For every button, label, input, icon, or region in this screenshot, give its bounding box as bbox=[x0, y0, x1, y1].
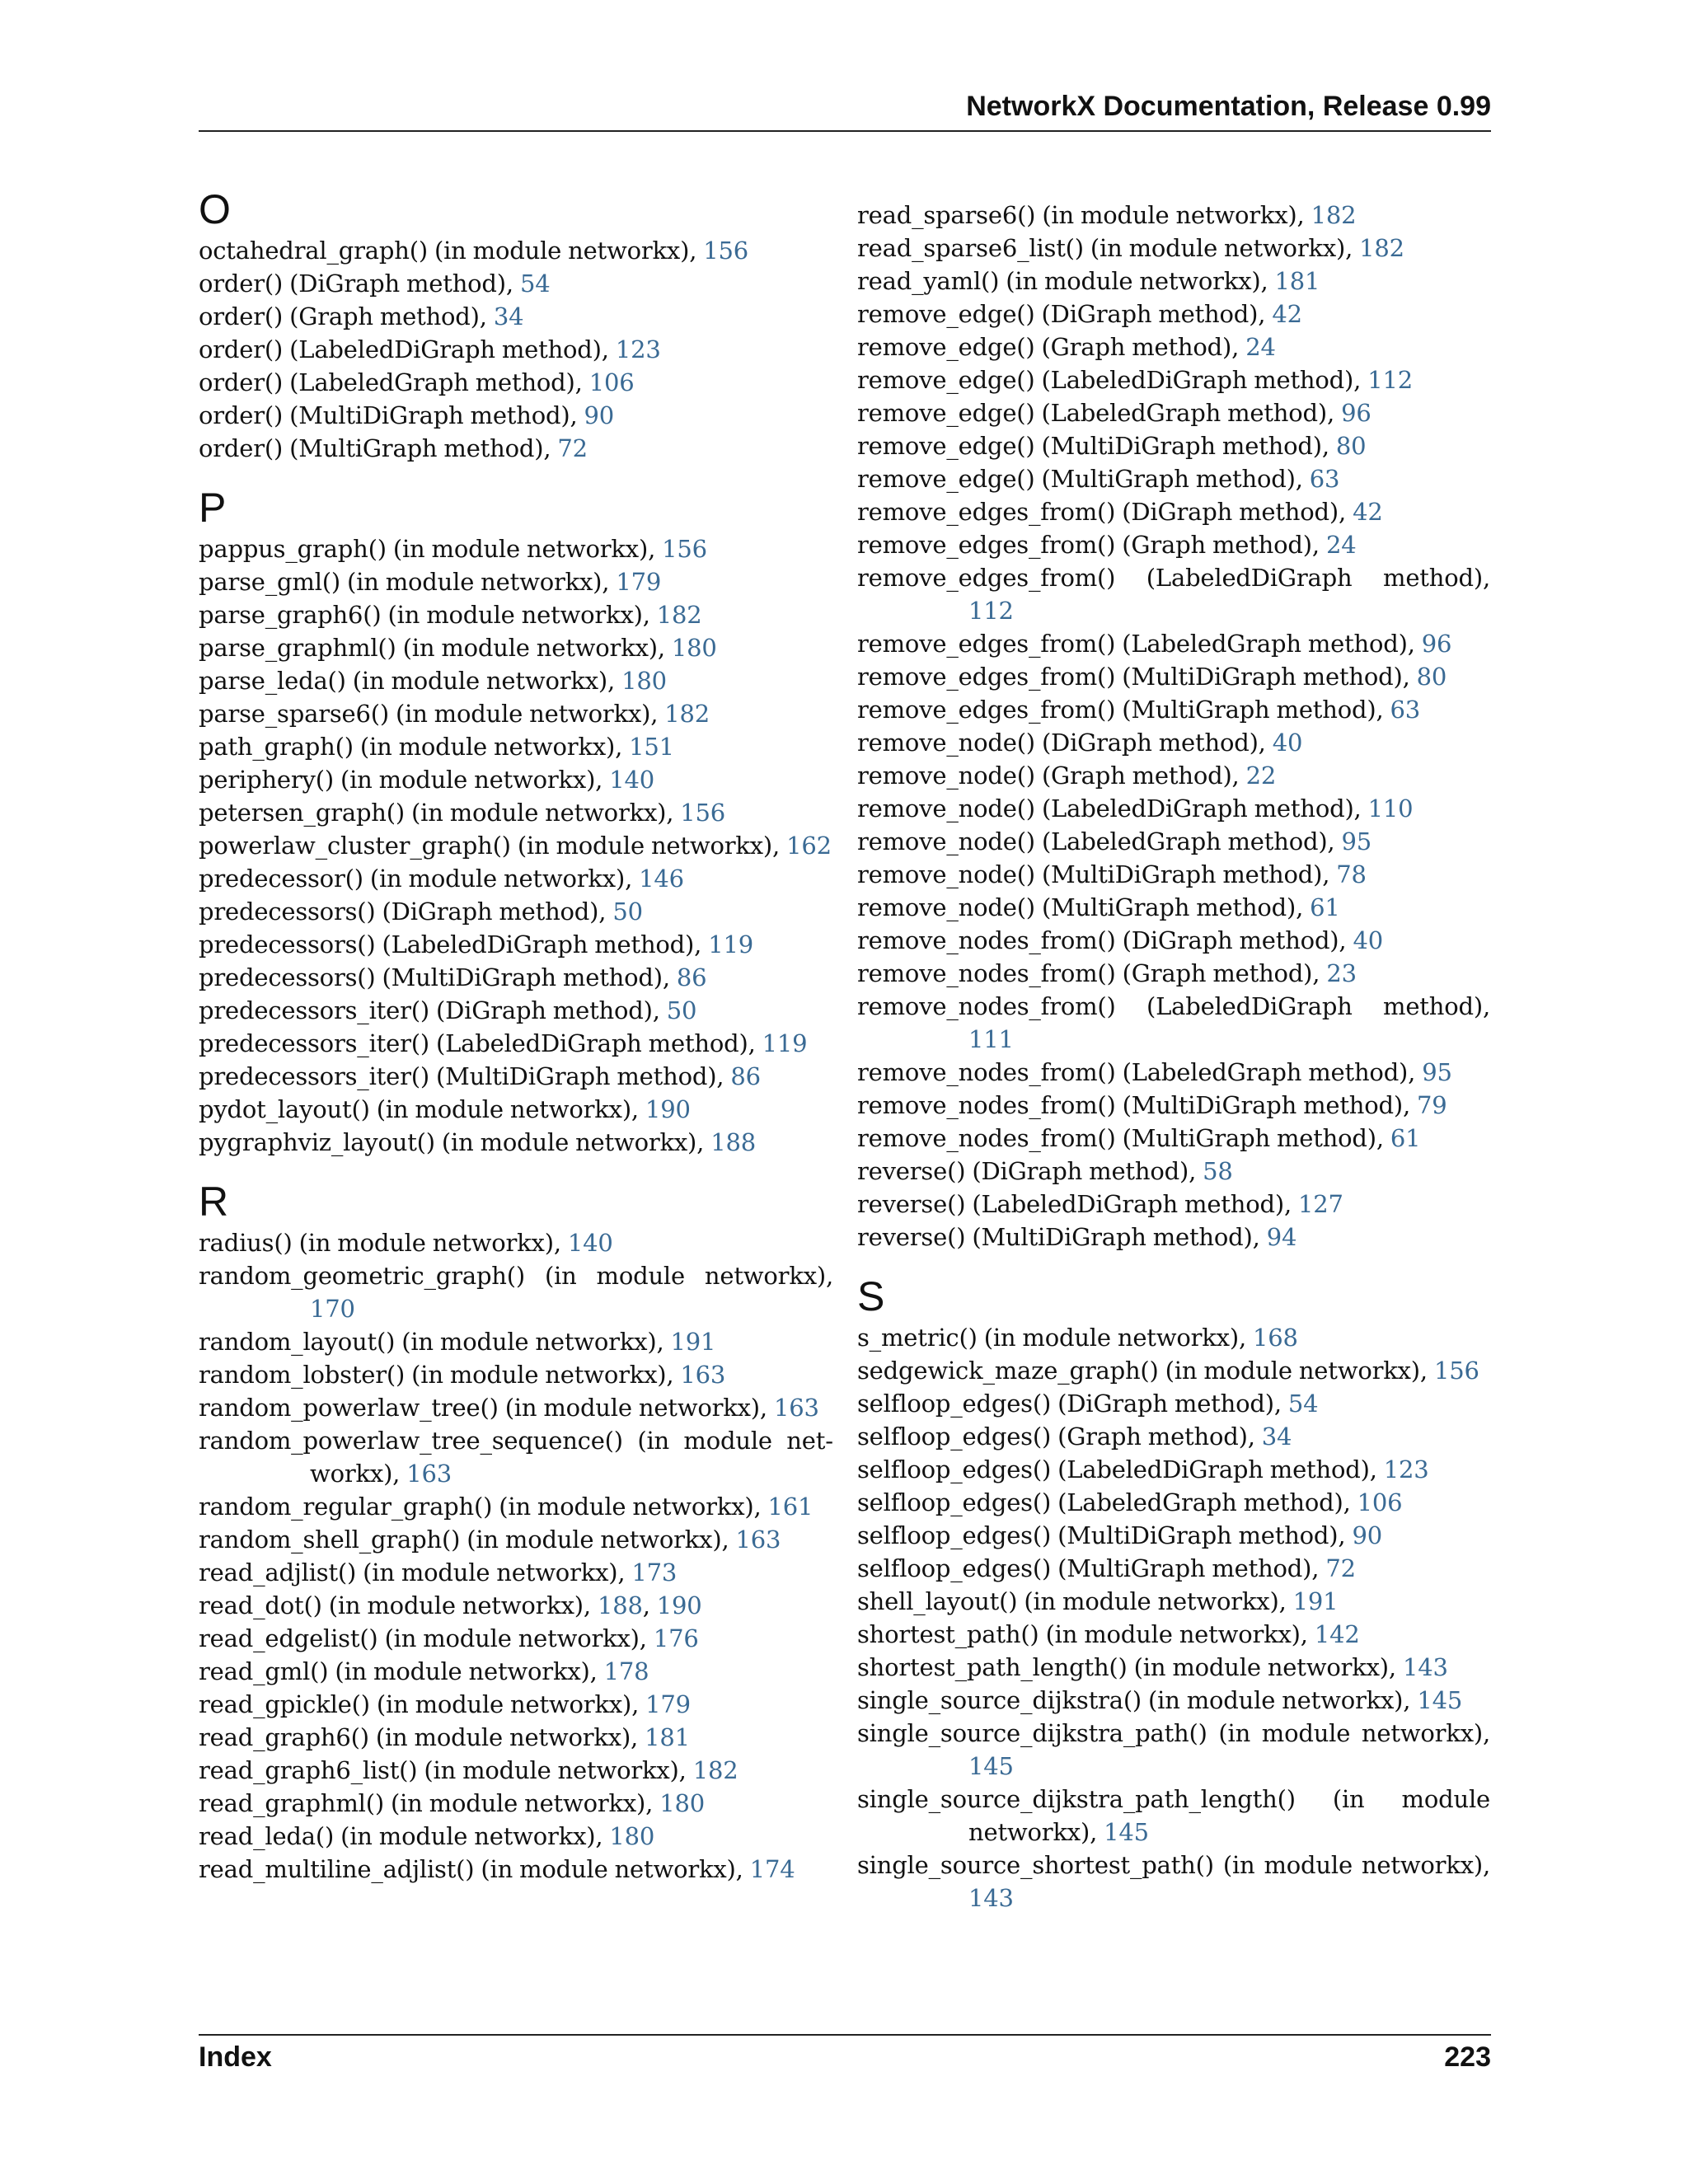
entry-text: predecessors() (LabeledDiGraph method), bbox=[199, 930, 709, 958]
entry-text: remove_nodes_from() (LabeledGraph method), bbox=[857, 1058, 1423, 1086]
entry-text: random_geometric_graph() (in module networkx), bbox=[199, 1262, 833, 1290]
entry-text: reverse() (DiGraph method), bbox=[857, 1157, 1203, 1185]
entry-text: s_metric() (in module networkx), bbox=[857, 1324, 1253, 1352]
index-entry bbox=[857, 858, 1490, 891]
index-entry bbox=[199, 565, 833, 598]
index-entry bbox=[199, 1820, 833, 1853]
index-column-right bbox=[857, 185, 1490, 1933]
index-entry bbox=[857, 528, 1490, 561]
entry-text: pappus_graph() (in module networkx), bbox=[199, 535, 663, 563]
entry-text: read_edgelist() (in module networkx), bbox=[199, 1624, 654, 1652]
entry-text: random_regular_graph() (in module networkx), bbox=[199, 1493, 768, 1521]
page-link[interactable]: 188 bbox=[710, 1128, 756, 1156]
page-link[interactable]: 79 bbox=[1417, 1091, 1447, 1119]
index-entry bbox=[857, 1651, 1490, 1684]
page-number: 223 bbox=[1444, 2041, 1491, 2073]
entry-text: random_powerlaw_tree() (in module networkx), bbox=[199, 1394, 774, 1422]
page-link[interactable]: 156 bbox=[1433, 1357, 1479, 1385]
page-link[interactable]: 156 bbox=[703, 237, 749, 265]
page-link[interactable]: 95 bbox=[1341, 827, 1372, 855]
index-entry bbox=[199, 1688, 833, 1721]
page-link[interactable]: 34 bbox=[1261, 1422, 1292, 1451]
entry-text: parse_gml() (in module networkx), bbox=[199, 568, 617, 596]
index-entry bbox=[857, 232, 1490, 265]
entry-text: remove_edges_from() (LabeledGraph method), bbox=[857, 630, 1422, 658]
index-entry bbox=[857, 1453, 1490, 1486]
page-link[interactable]: 119 bbox=[762, 1029, 808, 1057]
index-entry bbox=[199, 1325, 833, 1358]
page-link[interactable]: 90 bbox=[1352, 1521, 1382, 1549]
entry-text: random_shell_graph() (in module networkx), bbox=[199, 1526, 736, 1554]
index-entry bbox=[857, 1188, 1490, 1221]
entry-text: shortest_path() (in module networkx), bbox=[857, 1620, 1315, 1648]
index-entry bbox=[199, 1754, 833, 1787]
section-letter: S bbox=[857, 1273, 885, 1319]
entry-text: remove_edge() (MultiGraph method), bbox=[857, 465, 1310, 493]
index-entry bbox=[857, 1420, 1490, 1453]
page-link[interactable]: 72 bbox=[557, 434, 588, 462]
page-link[interactable]: 181 bbox=[645, 1723, 690, 1751]
index-entry: read_dot() (in module networkx), 188, 190 bbox=[199, 1591, 702, 1619]
entry-text: random_powerlaw_tree_sequence() (in module networkx), bbox=[199, 1427, 833, 1488]
index-entry bbox=[857, 1155, 1490, 1188]
index-entry bbox=[199, 1523, 833, 1556]
page-link[interactable]: 94 bbox=[1266, 1223, 1297, 1251]
page-link[interactable]: 61 bbox=[1310, 893, 1340, 921]
page-link[interactable]: 96 bbox=[1341, 399, 1372, 427]
entry-text: read_sparse6() (in module networkx), bbox=[857, 201, 1311, 229]
entry-text: read_leda() (in module networkx), bbox=[199, 1822, 610, 1850]
index-entry bbox=[199, 366, 833, 399]
index-entry bbox=[857, 298, 1490, 330]
entry-text: remove_edges_from() (DiGraph method), bbox=[857, 498, 1353, 526]
index-entry bbox=[857, 1056, 1490, 1089]
index-entry bbox=[857, 1684, 1490, 1717]
entry-text: remove_node() (MultiDiGraph method), bbox=[857, 860, 1337, 888]
page-link[interactable]: 179 bbox=[645, 1690, 691, 1718]
entry-text: shell_layout() (in module networkx), bbox=[857, 1587, 1293, 1615]
page-link[interactable]: 34 bbox=[493, 302, 524, 330]
page-link[interactable]: 111 bbox=[968, 1025, 1014, 1053]
entry-text: order() (LabeledDiGraph method), bbox=[199, 335, 616, 363]
page-link[interactable]: 188 bbox=[597, 1591, 643, 1619]
index-entry bbox=[199, 862, 833, 895]
entry-text: periphery() (in module networkx), bbox=[199, 766, 610, 794]
page-link[interactable]: 140 bbox=[567, 1229, 613, 1257]
page-link[interactable]: 182 bbox=[1359, 234, 1404, 262]
index-entry bbox=[857, 660, 1490, 693]
index-section bbox=[857, 199, 1490, 1254]
page-link[interactable]: 163 bbox=[735, 1526, 781, 1554]
entry-text: remove_node() (DiGraph method), bbox=[857, 729, 1273, 757]
page-link[interactable]: 86 bbox=[730, 1062, 761, 1090]
entry-text: read_adjlist() (in module networkx), bbox=[199, 1558, 632, 1586]
entry-text: read_dot() (in module networkx), bbox=[199, 1591, 598, 1619]
entry-text: selfloop_edges() (LabeledDiGraph method), bbox=[857, 1455, 1384, 1483]
index-entry bbox=[857, 1849, 1490, 1915]
entry-text: sedgewick_maze_graph() (in module networkx), bbox=[857, 1357, 1434, 1385]
index-entry bbox=[199, 234, 833, 267]
entry-text: order() (MultiGraph method), bbox=[199, 434, 558, 462]
index-entry bbox=[857, 1552, 1490, 1585]
page-link[interactable]: 90 bbox=[584, 401, 615, 429]
entry-text: random_layout() (in module networkx), bbox=[199, 1328, 671, 1356]
index-entry bbox=[857, 561, 1490, 627]
index-entry bbox=[199, 961, 833, 994]
entry-text: remove_nodes_from() (DiGraph method), bbox=[857, 926, 1353, 954]
entry-text: remove_nodes_from() (Graph method), bbox=[857, 959, 1327, 987]
page-link[interactable]: 95 bbox=[1422, 1058, 1452, 1086]
index-entry bbox=[199, 994, 833, 1027]
section-letter: P bbox=[199, 485, 227, 531]
entry-text: predecessors_iter() (DiGraph method), bbox=[199, 996, 667, 1024]
index-entry bbox=[199, 796, 833, 829]
index-entry bbox=[199, 532, 833, 565]
entry-text: shortest_path_length() (in module networkx), bbox=[857, 1653, 1403, 1681]
index-entry bbox=[199, 928, 833, 961]
index-entry bbox=[857, 396, 1490, 429]
page-link[interactable]: 179 bbox=[616, 568, 662, 596]
page-link[interactable]: 182 bbox=[656, 601, 702, 629]
index-entry bbox=[857, 1783, 1490, 1849]
index-entry bbox=[199, 730, 833, 763]
index-entry bbox=[199, 664, 833, 697]
page-link[interactable]: 42 bbox=[1353, 498, 1383, 526]
page-link[interactable]: 140 bbox=[609, 766, 654, 794]
page-link[interactable]: 86 bbox=[676, 963, 707, 991]
index-entry bbox=[857, 1354, 1490, 1387]
entry-text: single_source_dijkstra_path() (in module networkx), bbox=[857, 1719, 1490, 1747]
index-entry bbox=[199, 333, 833, 366]
entry-text: read_gpickle() (in module networkx), bbox=[199, 1690, 646, 1718]
section-letter: O bbox=[199, 186, 231, 232]
entry-text: remove_edge() (LabeledDiGraph method), bbox=[857, 366, 1368, 394]
entry-text: predecessor() (in module networkx), bbox=[199, 865, 640, 893]
page-link[interactable]: 106 bbox=[588, 368, 635, 396]
entry-text: order() (MultiDiGraph method), bbox=[199, 401, 584, 429]
entry-text: parse_graph6() (in module networkx), bbox=[199, 601, 657, 629]
entry-text: predecessors() (DiGraph method), bbox=[199, 898, 613, 926]
entry-text: remove_node() (Graph method), bbox=[857, 762, 1246, 790]
page-link[interactable]: 143 bbox=[968, 1884, 1014, 1912]
header-rule bbox=[199, 130, 1491, 132]
page-link[interactable]: 80 bbox=[1335, 432, 1367, 460]
page-link[interactable]: 61 bbox=[1390, 1124, 1421, 1152]
entry-text: random_lobster() (in module networkx), bbox=[199, 1361, 681, 1389]
page-link[interactable]: 180 bbox=[659, 1789, 705, 1817]
entry-text: remove_edge() (Graph method), bbox=[857, 333, 1246, 361]
entry-text: parse_sparse6() (in module networkx), bbox=[199, 700, 665, 728]
entry-text: read_graphml() (in module networkx), bbox=[199, 1789, 660, 1817]
entry-text: path_graph() (in module networkx), bbox=[199, 733, 630, 761]
index-entry bbox=[857, 1321, 1490, 1354]
entry-text: remove_node() (LabeledGraph method), bbox=[857, 827, 1342, 855]
page-link[interactable]: 106 bbox=[1357, 1488, 1403, 1516]
index-entry bbox=[199, 1027, 833, 1060]
index-column-left bbox=[199, 185, 833, 1904]
page-link[interactable]: 163 bbox=[680, 1361, 726, 1389]
entry-text: remove_edges_from() (MultiGraph method), bbox=[857, 696, 1390, 724]
page-link[interactable]: 162 bbox=[786, 832, 832, 860]
page-link[interactable]: 127 bbox=[1297, 1190, 1343, 1218]
entry-text: read_graph6_list() (in module networkx), bbox=[199, 1756, 693, 1784]
page-link[interactable]: 191 bbox=[670, 1328, 716, 1356]
index-entry bbox=[199, 1391, 833, 1424]
page-link[interactable]: 151 bbox=[629, 733, 674, 761]
page-link[interactable]: 173 bbox=[631, 1558, 678, 1586]
page-link[interactable]: 112 bbox=[1367, 366, 1413, 394]
index-entry bbox=[199, 399, 833, 432]
index-entry bbox=[199, 1226, 833, 1259]
index-entry bbox=[199, 829, 833, 862]
page-link[interactable]: 145 bbox=[968, 1752, 1014, 1780]
page-link[interactable]: 123 bbox=[1383, 1455, 1429, 1483]
entry-text: remove_edge() (DiGraph method), bbox=[857, 300, 1273, 328]
index-entry bbox=[199, 598, 833, 631]
section-letter: R bbox=[199, 1179, 229, 1225]
index-entry bbox=[199, 1060, 833, 1093]
entry-text: remove_nodes_from() (LabeledDiGraph method), bbox=[857, 992, 1490, 1020]
page-link[interactable]: 191 bbox=[1292, 1587, 1339, 1615]
index-entry bbox=[199, 1490, 833, 1523]
page-link[interactable]: 40 bbox=[1353, 926, 1383, 954]
index-entry bbox=[857, 363, 1490, 396]
page-link[interactable]: 72 bbox=[1325, 1554, 1356, 1582]
page-link[interactable]: 22 bbox=[1245, 762, 1277, 790]
entry-text: read_yaml() (in module networkx), bbox=[857, 267, 1275, 295]
footer bbox=[199, 2041, 1491, 2074]
page-link[interactable]: 174 bbox=[749, 1855, 795, 1883]
page-link[interactable]: 23 bbox=[1326, 959, 1357, 987]
page-link[interactable]: 163 bbox=[406, 1460, 452, 1488]
page-link[interactable]: 24 bbox=[1325, 531, 1357, 559]
index-entry bbox=[199, 697, 833, 730]
index-entry bbox=[857, 990, 1490, 1056]
entry-text: selfloop_edges() (MultiDiGraph method), bbox=[857, 1521, 1353, 1549]
index-entry bbox=[199, 1655, 833, 1688]
index-entry bbox=[857, 462, 1490, 495]
entry-text: single_source_dijkstra_path_length() (in module networkx), bbox=[857, 1785, 1490, 1846]
page-link[interactable]: 176 bbox=[653, 1624, 699, 1652]
page-link[interactable]: 180 bbox=[609, 1822, 655, 1850]
index-section bbox=[857, 1272, 1490, 1915]
entry-text: reverse() (MultiDiGraph method), bbox=[857, 1223, 1267, 1251]
entry-text: remove_node() (LabeledDiGraph method), bbox=[857, 794, 1368, 823]
page-link[interactable]: 142 bbox=[1314, 1620, 1360, 1648]
page-link[interactable]: 163 bbox=[773, 1394, 819, 1422]
index-entry bbox=[199, 1093, 833, 1126]
index-entry bbox=[857, 924, 1490, 957]
index-entry bbox=[857, 792, 1490, 825]
index-entry bbox=[857, 627, 1490, 660]
index-entry bbox=[857, 330, 1490, 363]
page-link[interactable]: 123 bbox=[615, 335, 661, 363]
index-section bbox=[199, 185, 833, 465]
entry-text: parse_graphml() (in module networkx), bbox=[199, 634, 672, 662]
index-entry bbox=[857, 825, 1490, 858]
entry-text: parse_leda() (in module networkx), bbox=[199, 667, 622, 695]
page-link[interactable]: 170 bbox=[310, 1295, 355, 1323]
page-link[interactable]: 24 bbox=[1245, 333, 1276, 361]
index-entry bbox=[857, 1519, 1490, 1552]
index-entry bbox=[199, 1556, 833, 1589]
page-link[interactable]: 181 bbox=[1274, 267, 1320, 295]
page-link[interactable]: 54 bbox=[1287, 1390, 1319, 1418]
index-entry bbox=[199, 1721, 833, 1754]
entry-text: single_source_dijkstra() (in module networkx), bbox=[857, 1686, 1418, 1714]
running-header: NetworkX Documentation, Release 0.99 bbox=[966, 91, 1491, 122]
index-entry bbox=[857, 1089, 1490, 1122]
index-entry bbox=[857, 1122, 1490, 1155]
entry-text: pydot_layout() (in module networkx), bbox=[199, 1095, 645, 1123]
index-entry bbox=[199, 895, 833, 928]
page-link[interactable]: 112 bbox=[968, 597, 1014, 625]
index-section bbox=[199, 1177, 833, 1886]
entry-text: predecessors() (MultiDiGraph method), bbox=[199, 963, 677, 991]
index-entry bbox=[199, 300, 833, 333]
entry-text: read_gml() (in module networkx), bbox=[199, 1657, 604, 1685]
index-entry bbox=[857, 1717, 1490, 1783]
index-entry bbox=[857, 1618, 1490, 1651]
index-entry bbox=[857, 265, 1490, 298]
page-link[interactable]: 54 bbox=[519, 269, 551, 298]
entry-text: remove_nodes_from() (MultiDiGraph method), bbox=[857, 1091, 1418, 1119]
entry-text: predecessors_iter() (LabeledDiGraph method), bbox=[199, 1029, 762, 1057]
entry-text: radius() (in module networkx), bbox=[199, 1229, 568, 1257]
page-link[interactable]: 156 bbox=[680, 799, 726, 827]
page-link[interactable]: 63 bbox=[1309, 465, 1340, 493]
index-entry bbox=[857, 957, 1490, 990]
index-entry bbox=[199, 1259, 833, 1325]
entry-text: order() (Graph method), bbox=[199, 302, 494, 330]
entry-text: selfloop_edges() (DiGraph method), bbox=[857, 1390, 1288, 1418]
index-entry bbox=[199, 1424, 833, 1490]
index-entry bbox=[857, 726, 1490, 759]
entry-text: remove_edge() (MultiDiGraph method), bbox=[857, 432, 1336, 460]
page-link[interactable]: 42 bbox=[1272, 300, 1302, 328]
page-link[interactable]: 96 bbox=[1421, 630, 1452, 658]
page-link[interactable]: 161 bbox=[767, 1493, 814, 1521]
entry-text: read_sparse6_list() (in module networkx), bbox=[857, 234, 1360, 262]
index-entry bbox=[199, 1126, 833, 1159]
entry-text: order() (DiGraph method), bbox=[199, 269, 520, 298]
page-link[interactable]: 58 bbox=[1203, 1157, 1233, 1185]
index-entry bbox=[857, 199, 1490, 232]
index-entry bbox=[199, 763, 833, 796]
page-link[interactable]: 180 bbox=[671, 634, 717, 662]
page-link[interactable]: 168 bbox=[1252, 1324, 1298, 1352]
page-link[interactable]: 190 bbox=[645, 1095, 691, 1123]
page-link[interactable]: 145 bbox=[1417, 1686, 1463, 1714]
page-link[interactable]: 182 bbox=[692, 1756, 738, 1784]
index-entry bbox=[857, 1585, 1490, 1618]
page-link[interactable]: 180 bbox=[621, 667, 667, 695]
index-entry bbox=[199, 631, 833, 664]
entry-text: order() (LabeledGraph method), bbox=[199, 368, 589, 396]
page-link[interactable]: 78 bbox=[1336, 860, 1367, 888]
page-link[interactable]: 146 bbox=[639, 865, 684, 893]
entry-text: remove_edge() (LabeledGraph method), bbox=[857, 399, 1342, 427]
index-entry bbox=[857, 891, 1490, 924]
page-link[interactable]: 182 bbox=[1311, 201, 1357, 229]
entry-text: selfloop_edges() (LabeledGraph method), bbox=[857, 1488, 1357, 1516]
index-entry bbox=[199, 432, 833, 465]
page-link[interactable]: 119 bbox=[708, 930, 753, 958]
entry-text: selfloop_edges() (Graph method), bbox=[857, 1422, 1262, 1451]
entry-text: pygraphviz_layout() (in module networkx), bbox=[199, 1128, 711, 1156]
entry-text: remove_node() (MultiGraph method), bbox=[857, 893, 1311, 921]
page-link[interactable]: 178 bbox=[603, 1657, 649, 1685]
index-entry bbox=[857, 495, 1490, 528]
entry-text: read_graph6() (in module networkx), bbox=[199, 1723, 645, 1751]
page-link[interactable]: 50 bbox=[612, 898, 643, 926]
entry-text: powerlaw_cluster_graph() (in module networkx), bbox=[199, 832, 787, 860]
page-link[interactable]: 190 bbox=[656, 1591, 702, 1619]
page-link[interactable]: 156 bbox=[662, 535, 707, 563]
entry-text: petersen_graph() (in module networkx), bbox=[199, 799, 681, 827]
page-link[interactable]: 80 bbox=[1416, 663, 1447, 691]
index-entry bbox=[199, 1853, 833, 1886]
page-link[interactable]: 63 bbox=[1390, 696, 1421, 724]
page-link[interactable]: 145 bbox=[1104, 1818, 1149, 1846]
entry-text: remove_edges_from() (MultiDiGraph method), bbox=[857, 663, 1417, 691]
entry-text: reverse() (LabeledDiGraph method), bbox=[857, 1190, 1298, 1218]
index-entry bbox=[857, 1387, 1490, 1420]
footer-rule bbox=[199, 2034, 1491, 2036]
entry-text: remove_nodes_from() (MultiGraph method), bbox=[857, 1124, 1390, 1152]
index-entry bbox=[199, 267, 833, 300]
index-entry bbox=[857, 429, 1490, 462]
index-entry bbox=[199, 1787, 833, 1820]
index-entry bbox=[199, 1358, 833, 1391]
entry-text: octahedral_graph() (in module networkx), bbox=[199, 237, 704, 265]
index-entry bbox=[857, 1486, 1490, 1519]
page-link[interactable]: 110 bbox=[1367, 794, 1414, 823]
index-entry bbox=[199, 1622, 833, 1655]
entry-text: single_source_shortest_path() (in module networkx), bbox=[857, 1851, 1490, 1879]
entry-text: remove_edges_from() (LabeledDiGraph method), bbox=[857, 564, 1490, 592]
entry-text: remove_edges_from() (Graph method), bbox=[857, 531, 1326, 559]
index-entry bbox=[857, 1221, 1490, 1254]
footer-section-label: Index bbox=[199, 2041, 272, 2073]
page-link[interactable]: 182 bbox=[664, 700, 710, 728]
page-link[interactable]: 50 bbox=[666, 996, 697, 1024]
page-link[interactable]: 143 bbox=[1402, 1653, 1448, 1681]
index-entry bbox=[857, 693, 1490, 726]
entry-text: predecessors_iter() (MultiDiGraph method), bbox=[199, 1062, 731, 1090]
entry-text: selfloop_edges() (MultiGraph method), bbox=[857, 1554, 1326, 1582]
entry-text: read_multiline_adjlist() (in module networkx), bbox=[199, 1855, 750, 1883]
index-section bbox=[199, 483, 833, 1159]
index-entry bbox=[857, 759, 1490, 792]
page-link[interactable]: 40 bbox=[1272, 729, 1303, 757]
